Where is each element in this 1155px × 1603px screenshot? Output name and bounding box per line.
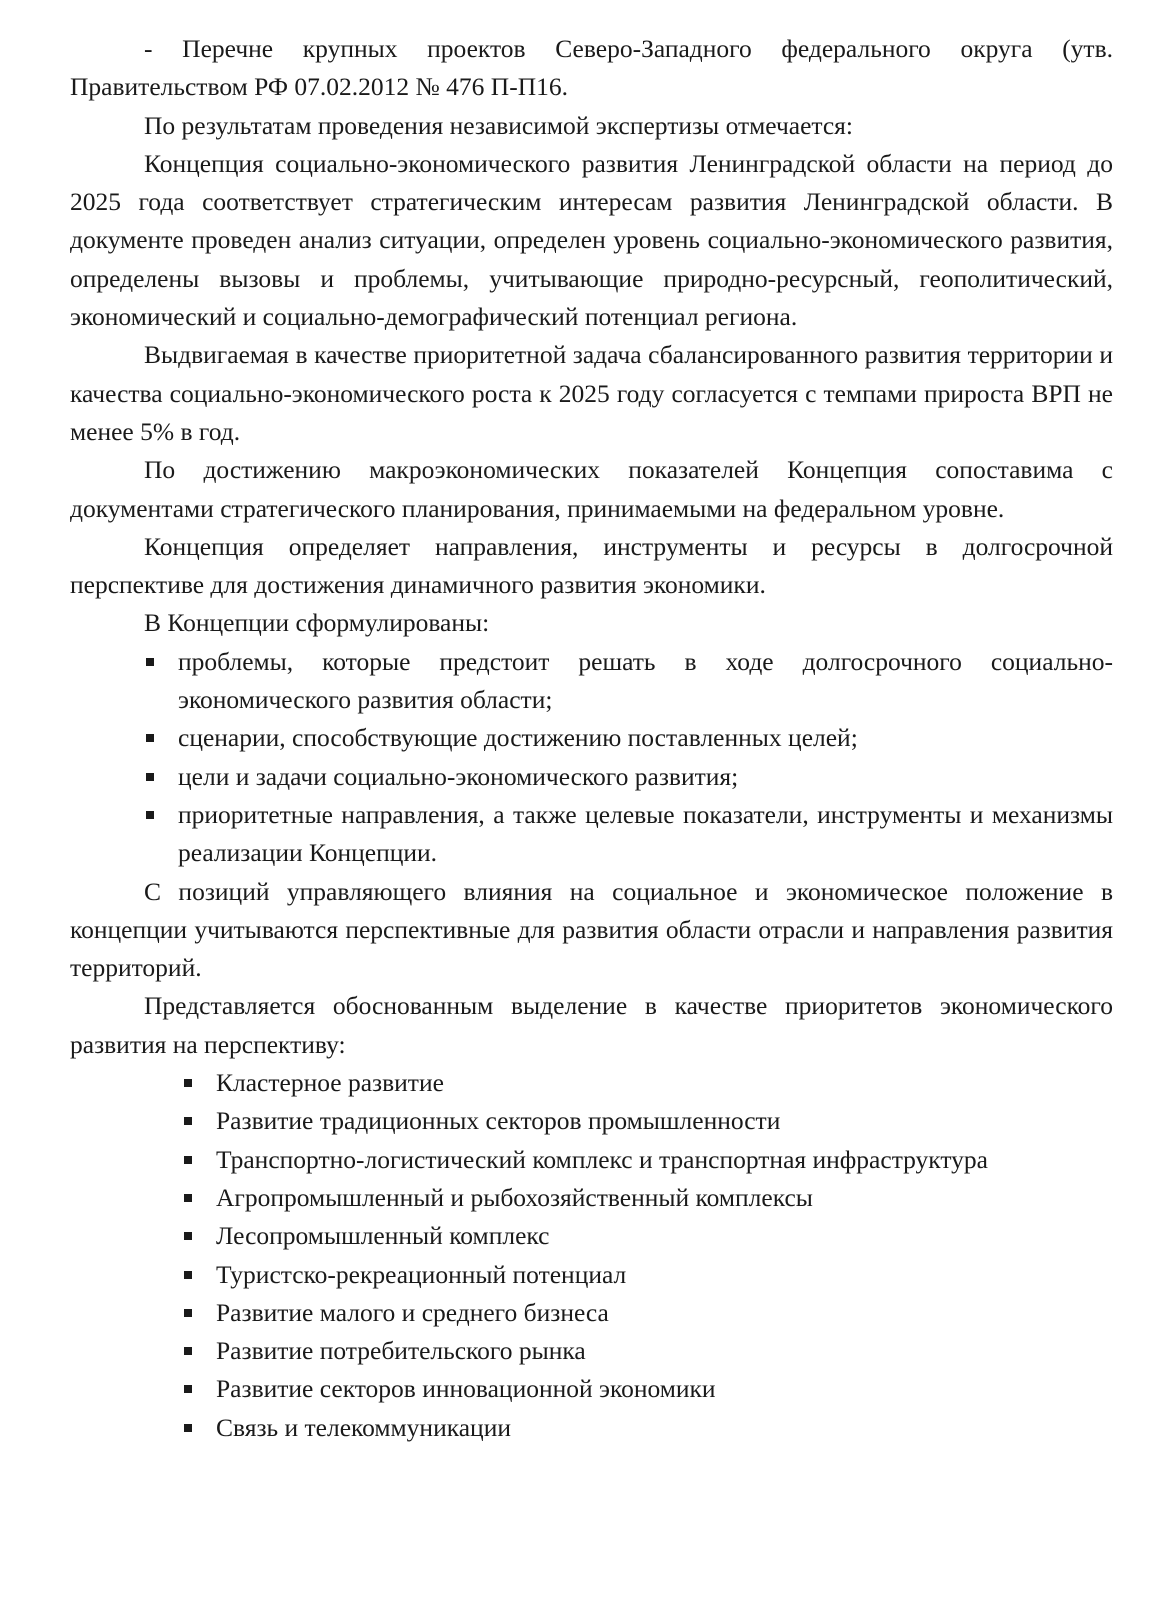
list-item-text: сценарии, способствующие достижению поставленных целей; [178,723,858,753]
paragraph-concept-directions: Концепция определяет направления, инструменты и ресурсы в долгосрочной перспективе для достижения динамичного развития экономики. [70,531,1113,600]
bullet-square-icon [184,1156,192,1164]
paragraph-formulated-intro: В Концепции сформулированы: [144,608,490,638]
list-item [70,1102,1113,1140]
paragraph-concept-compliance: Концепция социально-экономического развития Ленинградской области на период до 2025 года соответствует стратегическим интересам развития Ленинградской области. В документе проведен анализ ситуации, определен уровень социально-экономического развития, определены вызовы и проблемы, учитывающие природно-ресурсный, геополитический, экономический и социально-демографический потенциал региона. [70,148,1113,332]
list-item [70,1370,1113,1408]
bullet-square-icon [184,1309,192,1317]
bullet-square-icon [184,1385,192,1393]
list-item [70,1217,1113,1255]
bullet-square-icon [184,1424,192,1432]
bullet-square-icon [184,1271,192,1279]
bullet-square-icon [184,1117,192,1125]
list-item-text: Туристско-рекреационный потенциал [216,1259,627,1289]
paragraph-expertise-intro: По результатам проведения независимой экспертизы отмечается: [144,110,853,140]
paragraph-management-influence: С позиций управляющего влияния на социальное и экономическое положение в концепции учитываются перспективные для развития области отрасли и направления развития территорий. [70,876,1113,983]
list-item-text: Развитие традиционных секторов промышленности [216,1106,781,1136]
list-item-text: Развитие секторов инновационной экономики [216,1374,716,1404]
list-item [70,1409,1113,1447]
bullet-square-icon [146,658,154,666]
list-item [70,1179,1113,1217]
bullet-square-icon [146,773,154,781]
list-item [70,758,1113,796]
list-item [70,1256,1113,1294]
list-item [70,643,1113,720]
bullet-square-icon [184,1079,192,1087]
list-item-text: проблемы, которые предстоит решать в ходе долгосрочного социально-экономического развития области; [178,646,1113,715]
paragraph-macro-indicators: По достижению макроэкономических показателей Концепция сопоставима с документами стратегического планирования, принимаемыми на федеральном уровне. [70,455,1113,523]
list-item-text: Развитие потребительского рынка [216,1336,586,1366]
paragraph-projects-list: - Перечне крупных проектов Северо-Западного федерального округа (утв. Правительством РФ 07.02.2012 № 476 П-П16. [70,34,1113,102]
list-item-text: Транспортно-логистический комплекс и транспортная инфраструктура [216,1144,988,1174]
bullet-square-icon [184,1347,192,1355]
list-item-text: Кластерное развитие [216,1068,444,1098]
document-page [70,30,1113,1447]
paragraph-priorities-intro: Представляется обоснованным выделение в качестве приоритетов экономического развития на перспективу: [70,991,1113,1059]
bullet-square-icon [146,811,154,819]
list-item-text: Связь и телекоммуникации [216,1412,511,1442]
list-item-text: цели и задачи социально-экономического развития; [178,761,739,791]
list-item [70,719,1113,757]
bullet-square-icon [146,734,154,742]
list-priorities [70,1064,1113,1447]
list-item-text: Агропромышленный и рыбохозяйственный комплексы [216,1182,813,1212]
list-item-text: Развитие малого и среднего бизнеса [216,1297,609,1327]
list-item [70,796,1113,873]
list-formulated [70,643,1113,873]
list-item [70,1332,1113,1370]
paragraph-priority-task: Выдвигаемая в качестве приоритетной задача сбалансированного развития территории и качества социально-экономического роста к 2025 году согласуется с темпами прироста ВРП не менее 5% в год. [70,340,1113,446]
list-item [70,1064,1113,1102]
bullet-square-icon [184,1194,192,1202]
list-item-text: Лесопромышленный комплекс [216,1221,550,1251]
list-item [70,1141,1113,1179]
list-item-text: приоритетные направления, а также целевые показатели, инструменты и механизмы реализации Концепции. [178,799,1113,868]
bullet-square-icon [184,1232,192,1240]
list-item [70,1294,1113,1332]
